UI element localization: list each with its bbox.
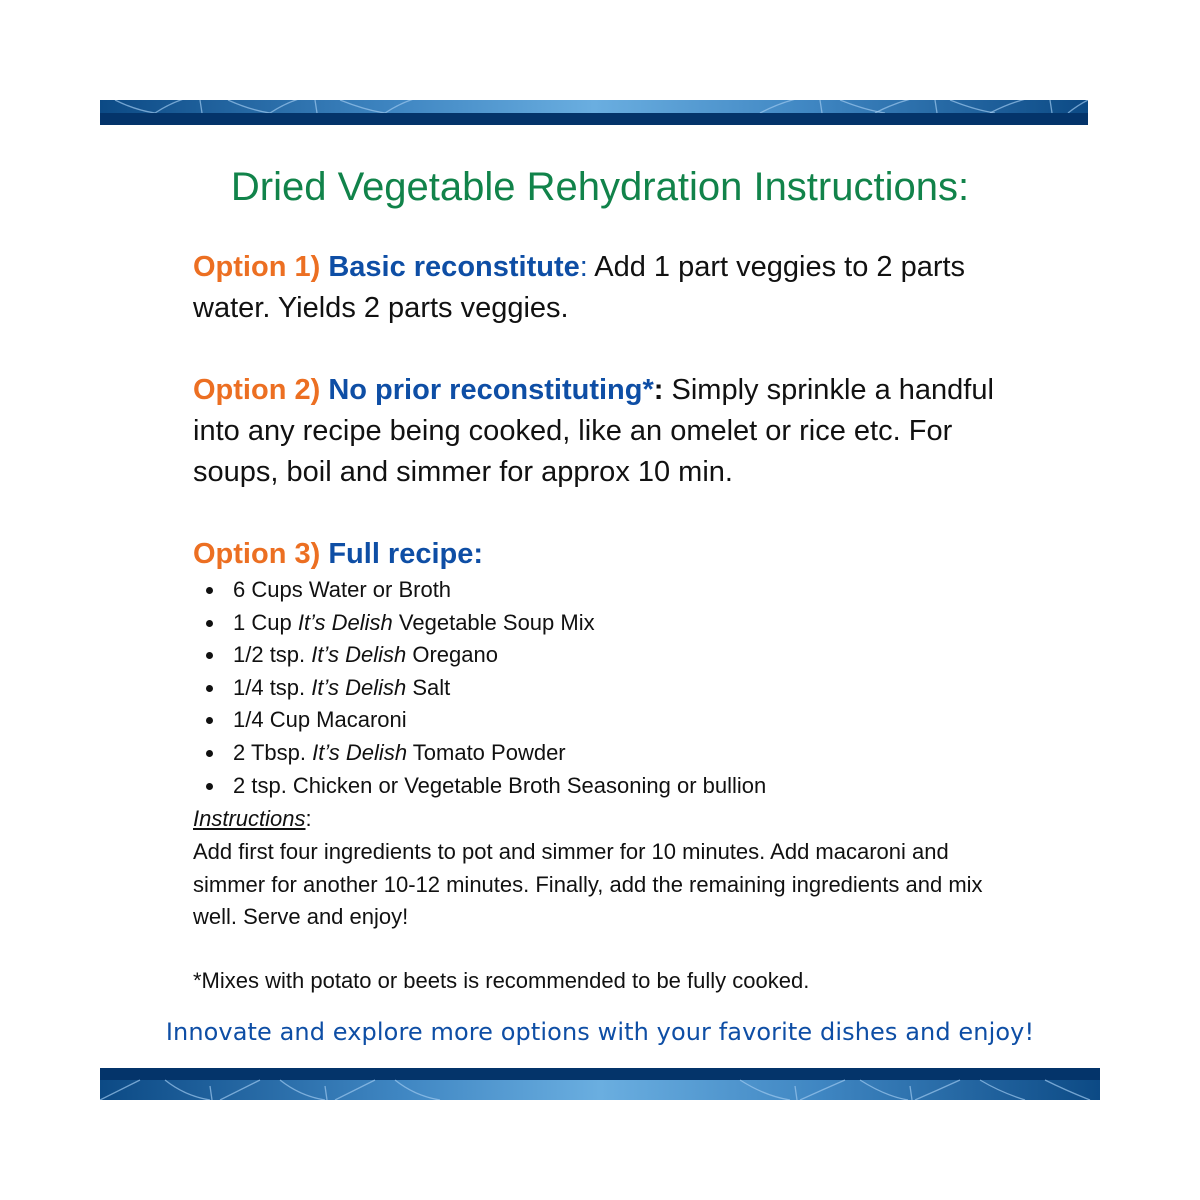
band-navy-stripe xyxy=(100,113,1088,125)
option-2-name: No prior reconstituting* xyxy=(328,374,654,406)
instructions-body: Add first four ingredients to pot and simmer for 10 minutes. Add macaroni and simmer for another 10-12 minutes. Finally, add the remaining ingredients and mix well. Serve and enjoy! xyxy=(193,839,983,930)
footnote: *Mixes with potato or beets is recommended to be fully cooked. xyxy=(193,968,810,993)
bullet-icon xyxy=(206,685,213,692)
option-3-name: Full recipe: xyxy=(328,538,484,570)
ingredient-item: 2 Tbsp. It’s Delish Tomato Powder xyxy=(193,737,766,770)
top-decorative-band xyxy=(100,100,1088,125)
bullet-icon xyxy=(206,587,213,594)
bullet-icon xyxy=(206,620,213,627)
ingredient-item: 6 Cups Water or Broth xyxy=(193,574,766,607)
option-2-number: Option 2) xyxy=(193,374,321,406)
bullet-icon xyxy=(206,717,213,724)
option-1 xyxy=(193,247,1023,329)
arc-pattern-icon xyxy=(100,100,1088,113)
instructions-label: Instructions xyxy=(193,806,306,831)
ingredient-item: 1/4 tsp. It’s Delish Salt xyxy=(193,672,766,705)
ingredient-item: 1/2 tsp. It’s Delish Oregano xyxy=(193,639,766,672)
brand-name: It’s Delish xyxy=(312,739,408,765)
ingredient-item: 2 tsp. Chicken or Vegetable Broth Seasoning or bullion xyxy=(193,770,766,803)
option-2-separator: : xyxy=(653,374,664,406)
bullet-icon xyxy=(206,750,213,757)
option-3 xyxy=(193,534,1023,575)
ingredient-item: 1/4 Cup Macaroni xyxy=(193,704,766,737)
option-2-text: Simply sprinkle a handful into any recipe being cooked, like an omelet or rice etc. For soups, boil and simmer for approx 10 min. xyxy=(193,374,994,488)
brand-name: It’s Delish xyxy=(311,674,407,700)
page-title: Dried Vegetable Rehydration Instructions: xyxy=(230,165,970,209)
option-1-separator: : xyxy=(579,251,588,283)
option-1-number: Option 1) xyxy=(193,251,321,283)
instructions-heading: Instructions: xyxy=(193,806,312,831)
tagline: Innovate and explore more options with your favorite dishes and enjoy! xyxy=(165,1018,1035,1046)
option-1-text: Add 1 part veggies to 2 parts water. Yields 2 parts veggies. xyxy=(193,251,966,324)
ingredient-item: 1 Cup It’s Delish Vegetable Soup Mix xyxy=(193,607,766,640)
bullet-icon xyxy=(206,652,213,659)
bottom-decorative-band xyxy=(100,1068,1100,1100)
bullet-icon xyxy=(206,783,213,790)
brand-name: It’s Delish xyxy=(311,642,407,668)
option-1-name: Basic reconstitute xyxy=(328,251,580,283)
ingredient-list xyxy=(193,574,766,802)
option-2 xyxy=(193,370,1023,493)
arc-pattern-icon xyxy=(100,1068,1100,1100)
option-3-number: Option 3) xyxy=(193,538,321,570)
brand-name: It’s Delish xyxy=(297,609,393,635)
